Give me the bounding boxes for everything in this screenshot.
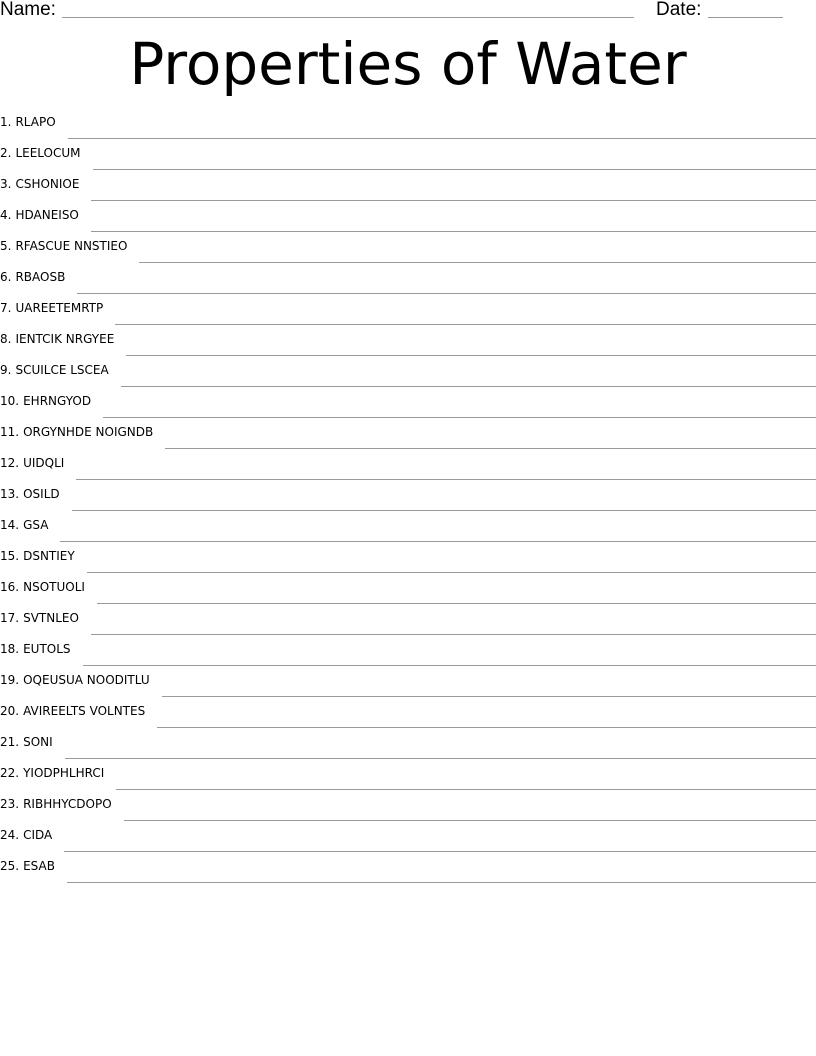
answer-line[interactable] <box>67 882 816 883</box>
answer-line[interactable] <box>87 572 816 573</box>
item-number: 6. <box>0 270 12 284</box>
answer-line[interactable] <box>139 262 816 263</box>
scrambled-word: AVIREELTS VOLNTES <box>23 704 146 718</box>
item-text <box>0 267 65 297</box>
answer-line[interactable] <box>97 603 816 604</box>
list-item <box>0 204 816 235</box>
list-item <box>0 483 816 514</box>
scrambled-word: OSILD <box>23 487 60 501</box>
answer-line[interactable] <box>103 417 816 418</box>
date-label: Date: <box>656 0 702 20</box>
scrambled-word: CSHONIOE <box>15 177 80 191</box>
list-item <box>0 452 816 483</box>
answer-line[interactable] <box>60 541 816 542</box>
item-text <box>0 732 53 762</box>
item-text <box>0 639 71 669</box>
item-text <box>0 453 64 483</box>
item-number: 1. <box>0 115 12 129</box>
answer-line[interactable] <box>77 293 816 294</box>
answer-line[interactable] <box>121 386 816 387</box>
item-number: 10. <box>0 394 20 408</box>
item-number: 22. <box>0 766 20 780</box>
list-item <box>0 731 816 762</box>
scrambled-word: RFASCUE NNSTIEO <box>15 239 128 253</box>
item-text <box>0 360 109 390</box>
answer-line[interactable] <box>83 665 816 666</box>
answer-line[interactable] <box>91 634 816 635</box>
list-item <box>0 669 816 700</box>
list-item <box>0 266 816 297</box>
item-number: 8. <box>0 332 12 346</box>
page-title: Properties of Water <box>129 30 687 98</box>
answer-line[interactable] <box>91 231 816 232</box>
item-number: 3. <box>0 177 12 191</box>
list-item <box>0 855 816 886</box>
item-number: 19. <box>0 673 20 687</box>
list-item <box>0 514 816 545</box>
list-item <box>0 328 816 359</box>
scrambled-word: NSOTUOLI <box>23 580 85 594</box>
answer-line[interactable] <box>68 138 816 139</box>
scrambled-word: SCUILCE LSCEA <box>15 363 109 377</box>
item-text <box>0 329 114 359</box>
item-text <box>0 112 56 142</box>
date-field[interactable] <box>708 17 783 18</box>
item-number: 24. <box>0 828 20 842</box>
answer-line[interactable] <box>65 758 816 759</box>
item-number: 16. <box>0 580 20 594</box>
scrambled-word: CIDA <box>23 828 53 842</box>
item-text <box>0 825 52 855</box>
scrambled-word: GSA <box>23 518 49 532</box>
worksheet-header <box>0 0 816 22</box>
scrambled-word: YIODPHLHRCI <box>23 766 105 780</box>
item-text <box>0 608 79 638</box>
item-text <box>0 577 85 607</box>
list-item <box>0 421 816 452</box>
scrambled-word: SONI <box>23 735 53 749</box>
scrambled-word: HDANEISO <box>15 208 79 222</box>
word-scramble-list <box>0 111 816 886</box>
item-text <box>0 391 91 421</box>
answer-line[interactable] <box>126 355 816 356</box>
scrambled-word: EUTOLS <box>23 642 71 656</box>
item-text <box>0 205 79 235</box>
answer-line[interactable] <box>165 448 816 449</box>
list-item <box>0 700 816 731</box>
scrambled-word: RLAPO <box>15 115 56 129</box>
item-number: 21. <box>0 735 20 749</box>
item-text <box>0 143 81 173</box>
scrambled-word: UAREETEMRTP <box>15 301 104 315</box>
item-text <box>0 298 103 328</box>
item-number: 20. <box>0 704 20 718</box>
scrambled-word: ORGYNHDE NOIGNDB <box>23 425 154 439</box>
item-text <box>0 484 60 514</box>
item-number: 17. <box>0 611 20 625</box>
scrambled-word: IENTCIK NRGYEE <box>15 332 115 346</box>
item-text <box>0 422 153 452</box>
scrambled-word: SVTNLEO <box>23 611 79 625</box>
list-item <box>0 638 816 669</box>
scrambled-word: EHRNGYOD <box>23 394 92 408</box>
answer-line[interactable] <box>91 200 816 201</box>
list-item <box>0 142 816 173</box>
list-item <box>0 390 816 421</box>
answer-line[interactable] <box>76 479 816 480</box>
scrambled-word: ESAB <box>23 859 55 873</box>
item-number: 25. <box>0 859 20 873</box>
scrambled-word: RBAOSB <box>15 270 66 284</box>
answer-line[interactable] <box>124 820 816 821</box>
answer-line[interactable] <box>64 851 816 852</box>
item-number: 14. <box>0 518 20 532</box>
list-item <box>0 576 816 607</box>
item-number: 11. <box>0 425 20 439</box>
scrambled-word: DSNTIEY <box>23 549 75 563</box>
item-text <box>0 856 55 886</box>
scrambled-word: LEELOCUM <box>15 146 81 160</box>
list-item <box>0 235 816 266</box>
list-item <box>0 173 816 204</box>
item-text <box>0 763 104 793</box>
list-item <box>0 824 816 855</box>
answer-line[interactable] <box>115 324 816 325</box>
scrambled-word: OQEUSUA NOODITLU <box>23 673 150 687</box>
list-item <box>0 607 816 638</box>
list-item <box>0 297 816 328</box>
item-number: 18. <box>0 642 20 656</box>
item-number: 9. <box>0 363 12 377</box>
list-item <box>0 359 816 390</box>
name-label: Name: <box>0 0 56 20</box>
item-number: 23. <box>0 797 20 811</box>
item-number: 15. <box>0 549 20 563</box>
item-number: 2. <box>0 146 12 160</box>
item-number: 12. <box>0 456 20 470</box>
answer-line[interactable] <box>93 169 816 170</box>
item-text <box>0 701 145 731</box>
item-text <box>0 670 150 700</box>
answer-line[interactable] <box>72 510 816 511</box>
item-text <box>0 515 48 545</box>
item-number: 4. <box>0 208 12 222</box>
list-item <box>0 793 816 824</box>
item-text <box>0 174 79 204</box>
name-field[interactable] <box>62 17 634 18</box>
item-text <box>0 546 75 576</box>
answer-line[interactable] <box>116 789 816 790</box>
item-text <box>0 236 127 266</box>
list-item <box>0 762 816 793</box>
list-item <box>0 111 816 142</box>
answer-line[interactable] <box>157 727 816 728</box>
item-number: 5. <box>0 239 12 253</box>
item-text <box>0 794 112 824</box>
scrambled-word: RIBHHYCDOPO <box>23 797 112 811</box>
list-item <box>0 545 816 576</box>
scrambled-word: UIDQLI <box>23 456 65 470</box>
item-number: 7. <box>0 301 12 315</box>
item-number: 13. <box>0 487 20 501</box>
answer-line[interactable] <box>162 696 816 697</box>
